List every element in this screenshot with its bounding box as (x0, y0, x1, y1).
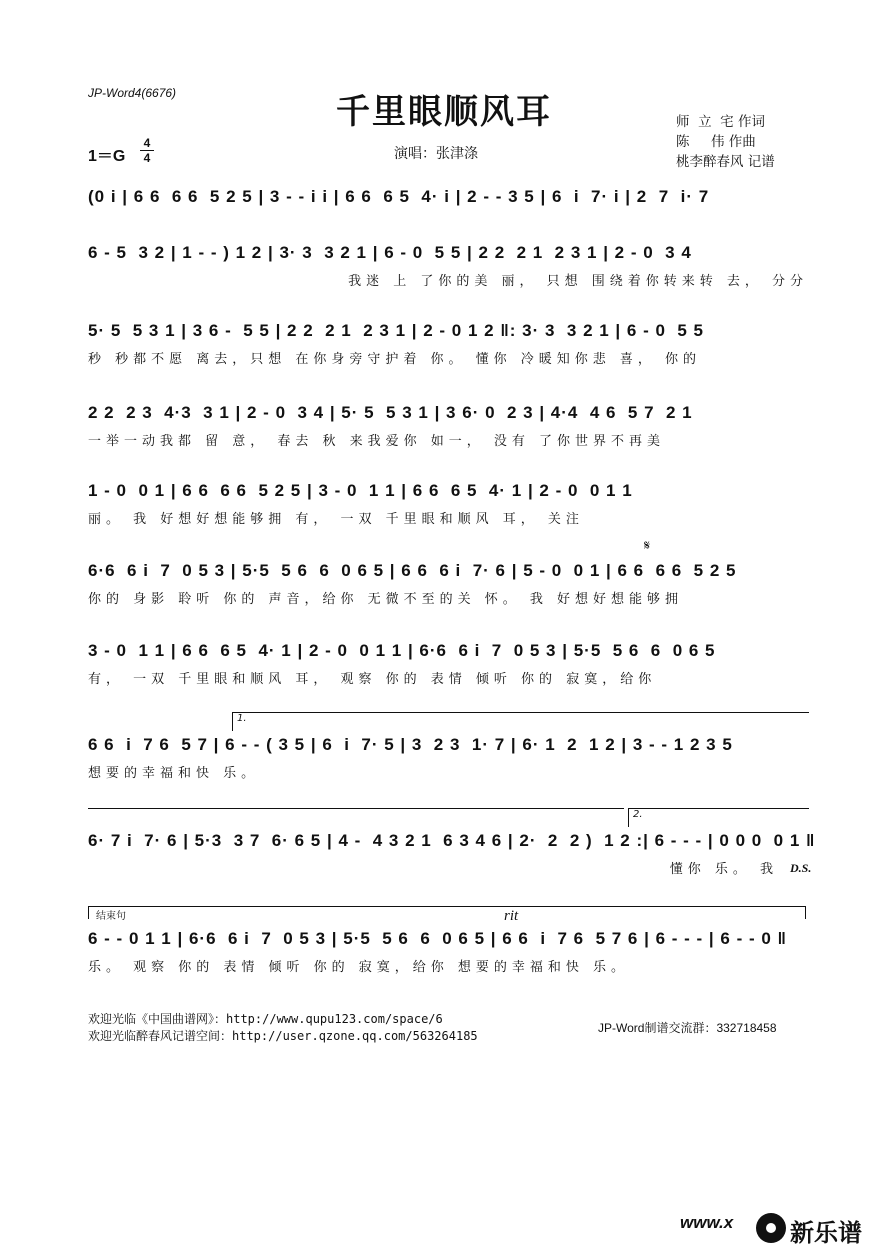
notation-line: 6·6 6 i 7 0 5 3 | 5·5 5 6 6 0 6 5 | 6 6 6 i 7· 6 | 5 - 0 0 1 | 6 6 6 6 5 2 5 (88, 561, 737, 580)
lyricist-credit: 师 立 宅 作词 (676, 114, 765, 130)
lyric-line: 你的 身影 聆听 你的 声音，给你 无微不至的关 怀。 我 好想好想能够拥 (88, 592, 684, 607)
composer-credit: 陈 伟 作曲 (676, 134, 756, 150)
volta-2: 2. (628, 808, 809, 827)
lyric-line: 秒 秒都不愿 离去，只想 在你身旁守护着 你。 懂你 冷暖知你悲 喜， 你的 (88, 352, 702, 367)
volta-1-continuation (88, 808, 624, 809)
notation-line: 6· 7 i 7· 6 | 5·3 3 7 6· 6 5 | 4 - 4 3 2 1 6 3 4 6 | 2· 2 2 ) 1 2 :| 6 - - - | 0 0 0 0 1 ‖ (88, 831, 816, 850)
lyric-line: 一举一动我都 留 意， 春去 秋 来我爱你 如一， 没有 了你世界不再美 (88, 434, 666, 449)
brand-logo: 新乐谱 (790, 1219, 862, 1247)
footer-link-2[interactable]: 欢迎光临醉春风记谱空间：http://user.qzone.qq.com/563264185 (88, 1029, 478, 1043)
notation-line: 2 2 2 3 4·3 3 1 | 2 - 0 3 4 | 5· 5 5 3 1 | 3 6· 0 2 3 | 4·4 4 6 5 7 2 1 (88, 403, 693, 422)
notation-line: 3 - 0 1 1 | 6 6 6 5 4· 1 | 2 - 0 0 1 1 | 6·6 6 i 7 0 5 3 | 5·5 5 6 6 0 6 5 (88, 641, 716, 660)
notation-line: 6 - 5 3 2 | 1 - - ) 1 2 | 3· 3 3 2 1 | 6 - 0 5 5 | 2 2 2 1 2 3 1 | 2 - 0 3 4 (88, 243, 692, 262)
notation-line: (0 i | 6 6 6 6 5 2 5 | 3 - - i i | 6 6 6 5 4· i | 2 - - 3 5 | 6 i 7· i | 2 7 i· 7 (88, 187, 710, 206)
time-bottom: 4 (143, 151, 151, 165)
notation-line: 1 - 0 0 1 | 6 6 6 6 5 2 5 | 3 - 0 1 1 | 6 6 6 5 4· 1 | 2 - 0 0 1 1 (88, 481, 633, 500)
song-title: 千里眼顺风耳 (336, 92, 552, 132)
notation-line: 6 6 i 7 6 5 7 | 6 - - ( 3 5 | 6 i 7· 5 | 3 2 3 1· 7 | 6· 1 2 1 2 | 3 - - 1 2 3 5 (88, 735, 733, 754)
lyric-line: 丽。 我 好想好想能够拥 有， 一双 千里眼和顺风 耳， 关注 (88, 512, 584, 527)
footer-links (88, 1011, 478, 1045)
watermark-url: www.x (680, 1213, 734, 1232)
ds-mark: D.S. (790, 861, 812, 875)
time-top: 4 (143, 136, 151, 150)
transcriber-credit: 桃李醉春风 记谱 (676, 154, 775, 170)
rit-mark: rit (504, 908, 519, 924)
singer-credit: 演唱：张津涤 (394, 146, 478, 162)
coda-bracket (88, 906, 806, 919)
software-label: JP-Word4(6676) (88, 86, 177, 100)
segno-sign: 𝄋 (644, 538, 651, 554)
lyric-line: 有， 一双 千里眼和顺风 耳， 观察 你的 表情 倾听 你的 寂寞，给你 (88, 672, 657, 687)
disc-logo-icon (756, 1213, 786, 1243)
time-signature (140, 137, 154, 164)
lyric-line: 乐。 观察 你的 表情 倾听 你的 寂寞，给你 想要的幸福和快 乐。 (88, 960, 630, 975)
lyric-line: 想要的幸福和快 乐。 (88, 766, 260, 781)
credits-block (676, 112, 775, 172)
lyric-line: 我迷 上 了你的美 丽， 只想 围绕着你转来转 去， 分分 (348, 274, 808, 289)
notation-line: 6 - - 0 1 1 | 6·6 6 i 7 0 5 3 | 5·5 5 6 6 0 6 5 | 6 6 i 7 6 5 7 6 | 6 - - - | 6 - - 0 ‖ (88, 929, 787, 948)
key-signature: 1＝G (88, 148, 126, 165)
footer-link-1[interactable]: 欢迎光临《中国曲谱网》：http://www.qupu123.com/space/6 (88, 1012, 443, 1026)
lyric-line: 懂你 乐。 我 (669, 862, 778, 877)
notation-line: 5· 5 5 3 1 | 3 6 - 5 5 | 2 2 2 1 2 3 1 | 2 - 0 1 2 ‖: 3· 3 3 2 1 | 6 - 0 5 5 (88, 321, 705, 340)
coda-label: 结束句 (96, 911, 126, 922)
group-info: JP-Word制谱交流群：332718458 (598, 1021, 777, 1035)
volta-1: 1. (232, 712, 809, 731)
